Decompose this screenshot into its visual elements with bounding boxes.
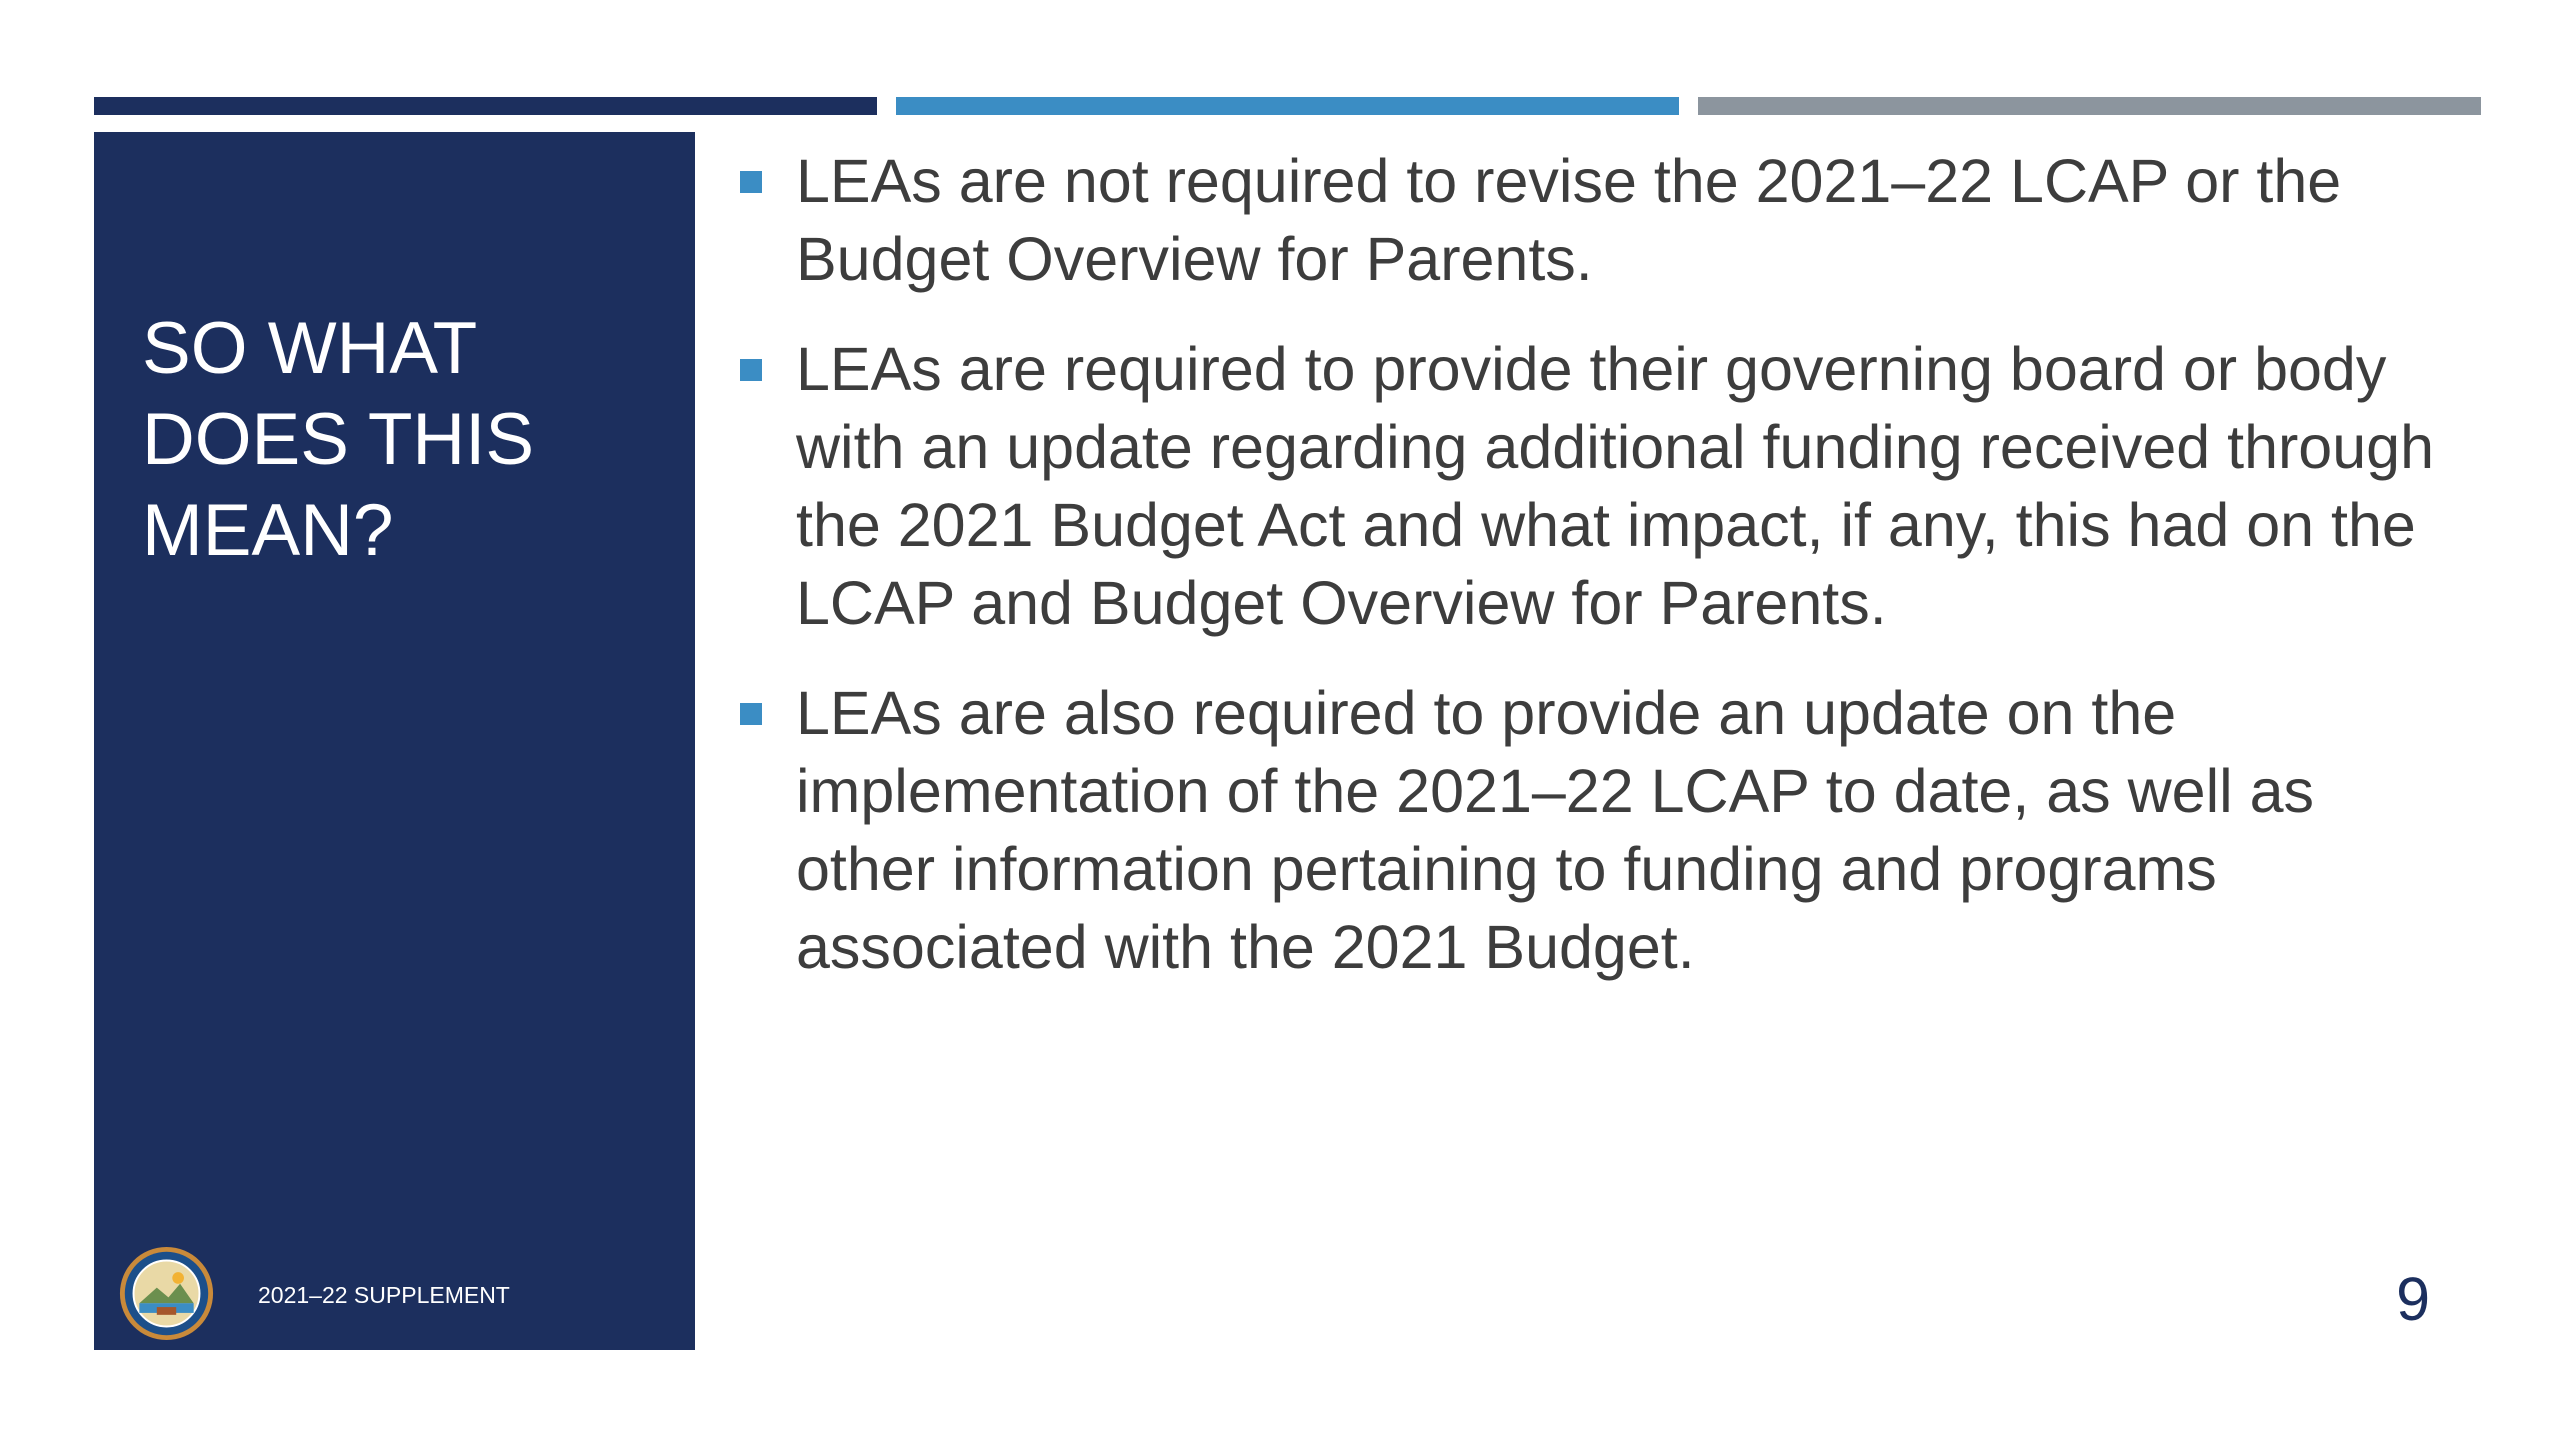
accent-bar-blue	[896, 97, 1679, 115]
slide-title: SO WHAT DOES THIS MEAN?	[142, 308, 535, 571]
bullet-text: LEAs are not required to revise the 2021–22 LCAP or the Budget Overview for Parents.	[796, 147, 2342, 293]
list-item	[730, 330, 2450, 642]
bullet-list	[730, 142, 2450, 1018]
bullet-text: LEAs are required to provide their governing board or body with an update regarding additional funding received through the 2021 Budget Act and what impact, if any, this had on the LCAP and Budget Overview for Parents.	[796, 335, 2435, 637]
department-seal-icon	[118, 1245, 215, 1342]
square-bullet-icon	[740, 703, 762, 725]
accent-bar-gray	[1698, 97, 2481, 115]
footer-label: 2021–22 SUPPLEMENT	[258, 1282, 510, 1308]
square-bullet-icon	[740, 171, 762, 193]
title-panel	[94, 132, 695, 1350]
bullet-text: LEAs are also required to provide an update on the implementation of the 2021–22 LCAP to date, as well as other information pertaining to funding and programs associated with the 2021 Budget.	[796, 679, 2315, 981]
square-bullet-icon	[740, 359, 762, 381]
accent-bar-navy	[94, 97, 877, 115]
page-number: 9	[2396, 1265, 2430, 1333]
list-item	[730, 142, 2450, 298]
list-item	[730, 674, 2450, 986]
